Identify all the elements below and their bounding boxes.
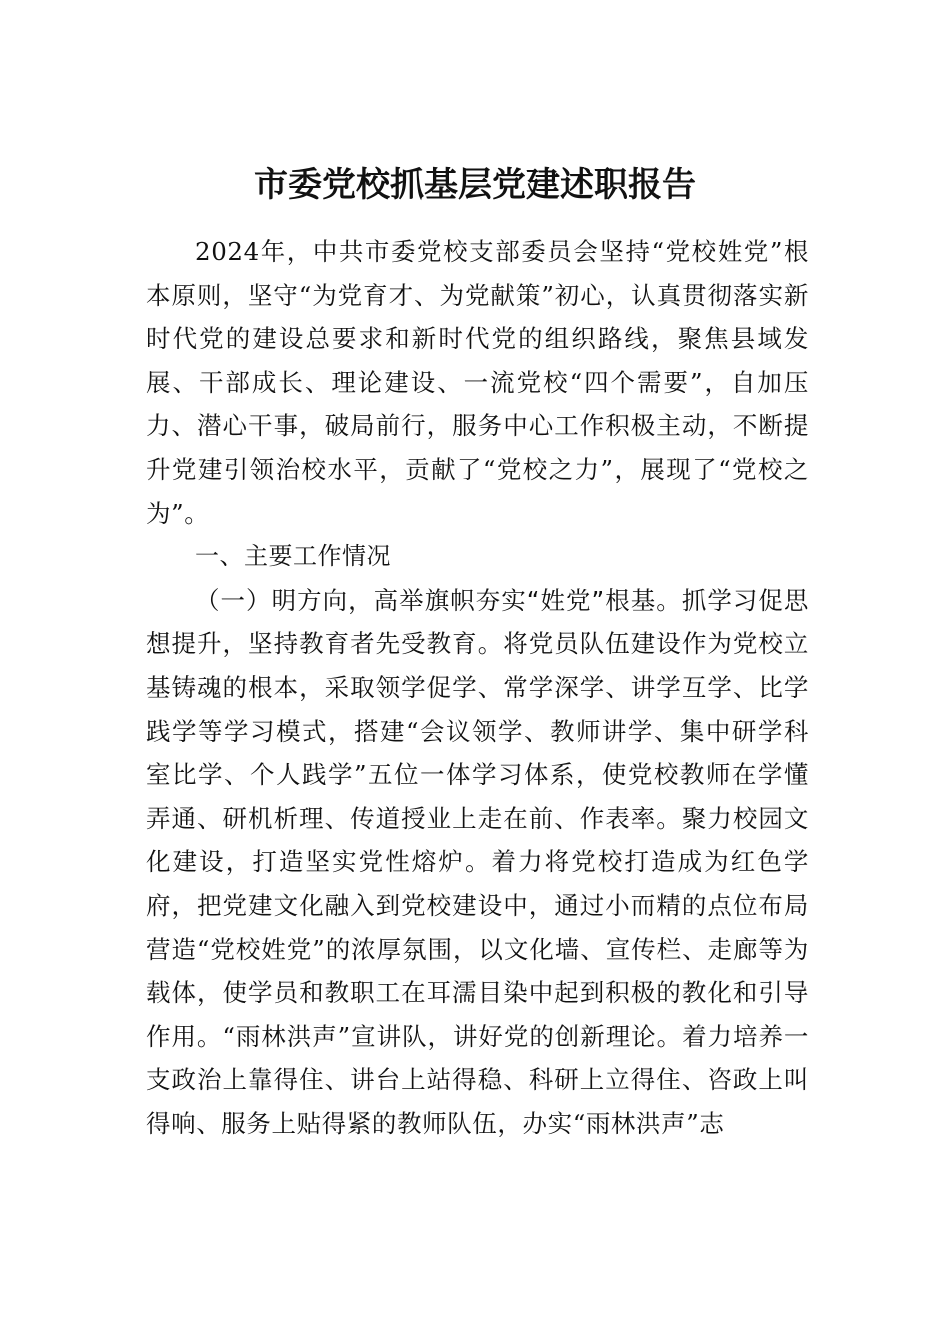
document-body: [146, 230, 809, 1145]
subsection-paragraph-1: [146, 579, 809, 1146]
subsection-heading-1: （一）明方向，高举旗帜夯实“姓党”根基。: [195, 585, 682, 615]
document-title: 市委党校抓基层党建述职报告: [254, 165, 696, 205]
intro-paragraph: 2024年，中共市委党校支部委员会坚持“党校姓党”根本原则，坚守“为党育才、为党献策”初心，认真贯彻落实新时代党的建设总要求和新时代党的组织路线，聚焦县域发展、干部成长、理论建设、一流党校“四个需要”，自加压力、潜心干事，破局前行，服务中心工作积极主动，不断提升党建引领治校水平，贡献了“党校之力”，展现了“党校之为”。: [146, 237, 809, 528]
section-heading-main-work: 一、主要工作情况: [195, 542, 391, 571]
subsection-body-1: 抓学习促思想提升，坚持教育者先受教育。将党员队伍建设作为党校立基铸魂的根本，采取领学促学、常学深学、讲学互学、比学践学等学习模式，搭建“会议领学、教师讲学、集中研学科室比学、个人践学”五位一体学习体系，使党校教师在学懂弄通、研机析理、传道授业上走在前、作表率。聚力校园文化建设，打造坚实党性熔炉。着力将党校打造成为红色学府，把党建文化融入到党校建设中，通过小而精的点位布局营造“党校姓党”的浓厚氛围，以文化墙、宣传栏、走廊等为载体，使学员和教职工在耳濡目染中起到积极的教化和引导作用。“雨林洪声”宣讲队，讲好党的创新理论。着力培养一支政治上靠得住、讲台上站得稳、科研上立得住、咨政上叫得响、服务上贴得紧的教师队伍，办实“雨林洪声”志: [146, 585, 809, 1138]
